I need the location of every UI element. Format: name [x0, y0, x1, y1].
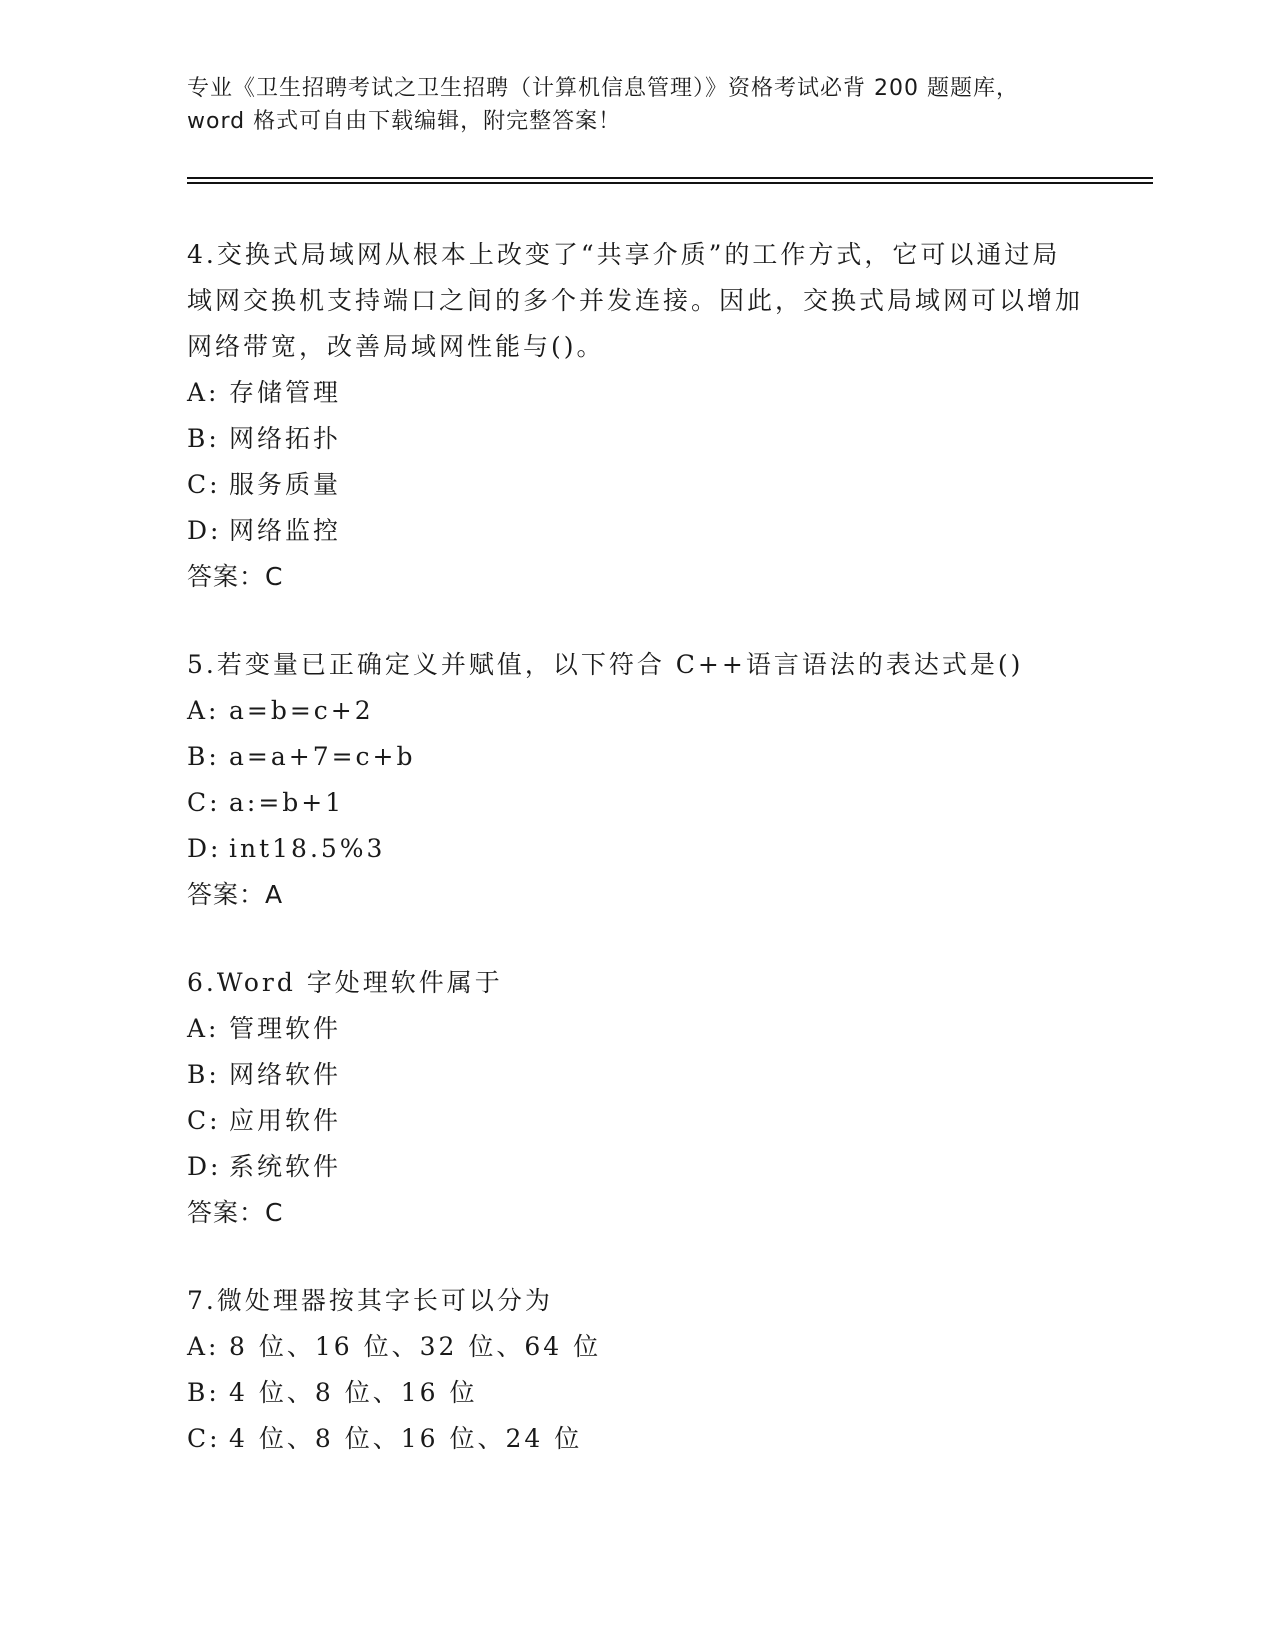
question-stem: 5.若变量已正确定义并赋值，以下符合 C++语言语法的表达式是() — [187, 650, 1024, 679]
option-a — [187, 370, 1087, 416]
option-d — [187, 1144, 1087, 1190]
question-stem: 7.微处理器按其字长可以分为 — [187, 1286, 553, 1315]
option-label: C: — [187, 1424, 221, 1453]
option-a — [187, 1006, 1087, 1052]
option-b — [187, 734, 1087, 780]
option-label: B: — [187, 424, 220, 453]
option-text: a=b=c+2 — [229, 696, 374, 725]
option-label: D: — [187, 834, 222, 863]
header-line-2: word 格式可自由下载编辑，附完整答案！ — [187, 109, 622, 134]
option-label: A: — [187, 378, 220, 407]
option-c — [187, 1098, 1087, 1144]
option-c — [187, 780, 1087, 826]
option-label: C: — [187, 788, 221, 817]
option-b — [187, 1052, 1087, 1098]
option-label: C: — [187, 470, 221, 499]
option-text: 存储管理 — [229, 378, 342, 407]
option-text: 管理软件 — [229, 1014, 342, 1043]
header-divider-top — [187, 177, 1153, 179]
option-text: a=a+7=c+b — [229, 742, 416, 771]
document-header — [187, 72, 1087, 138]
answer-line: 答案：C — [187, 1198, 284, 1227]
option-text: 4 位、8 位、16 位、24 位 — [229, 1424, 583, 1453]
option-c — [187, 462, 1087, 508]
question-5 — [187, 642, 1087, 918]
option-text: int18.5%3 — [229, 834, 386, 863]
option-label: D: — [187, 516, 222, 545]
answer-line: 答案：A — [187, 880, 284, 909]
question-stem: 4.交换式局域网从根本上改变了“共享介质”的工作方式，它可以通过局域网交换机支持端口之间的多个并发连接。因此，交换式局域网可以增加网络带宽，改善局域网性能与()。 — [187, 240, 1084, 361]
option-text: 8 位、16 位、32 位、64 位 — [229, 1332, 602, 1361]
option-label: B: — [187, 1060, 220, 1089]
option-d — [187, 826, 1087, 872]
option-text: 4 位、8 位、16 位 — [229, 1378, 478, 1407]
question-list — [187, 232, 1087, 1504]
option-text: 网络软件 — [229, 1060, 342, 1089]
question-7 — [187, 1278, 1087, 1462]
option-label: B: — [187, 742, 220, 771]
question-stem: 6.Word 字处理软件属于 — [187, 968, 503, 997]
header-divider-bottom — [187, 182, 1153, 184]
header-line-1: 专业《卫生招聘考试之卫生招聘（计算机信息管理）》资格考试必背 200 题题库， — [187, 76, 1019, 101]
question-6 — [187, 960, 1087, 1236]
option-text: 网络监控 — [229, 516, 342, 545]
option-text: 系统软件 — [229, 1152, 342, 1181]
question-4 — [187, 232, 1087, 600]
option-a — [187, 1324, 1087, 1370]
option-text: a:=b+1 — [229, 788, 345, 817]
option-label: A: — [187, 1332, 220, 1361]
option-label: A: — [187, 1014, 220, 1043]
option-b — [187, 416, 1087, 462]
option-text: 服务质量 — [229, 470, 342, 499]
answer-line: 答案：C — [187, 562, 284, 591]
option-label: A: — [187, 696, 220, 725]
option-text: 网络拓扑 — [229, 424, 342, 453]
option-c — [187, 1416, 1087, 1462]
option-a — [187, 688, 1087, 734]
option-b — [187, 1370, 1087, 1416]
option-label: C: — [187, 1106, 221, 1135]
option-label: D: — [187, 1152, 222, 1181]
option-d — [187, 508, 1087, 554]
option-label: B: — [187, 1378, 220, 1407]
option-text: 应用软件 — [229, 1106, 342, 1135]
